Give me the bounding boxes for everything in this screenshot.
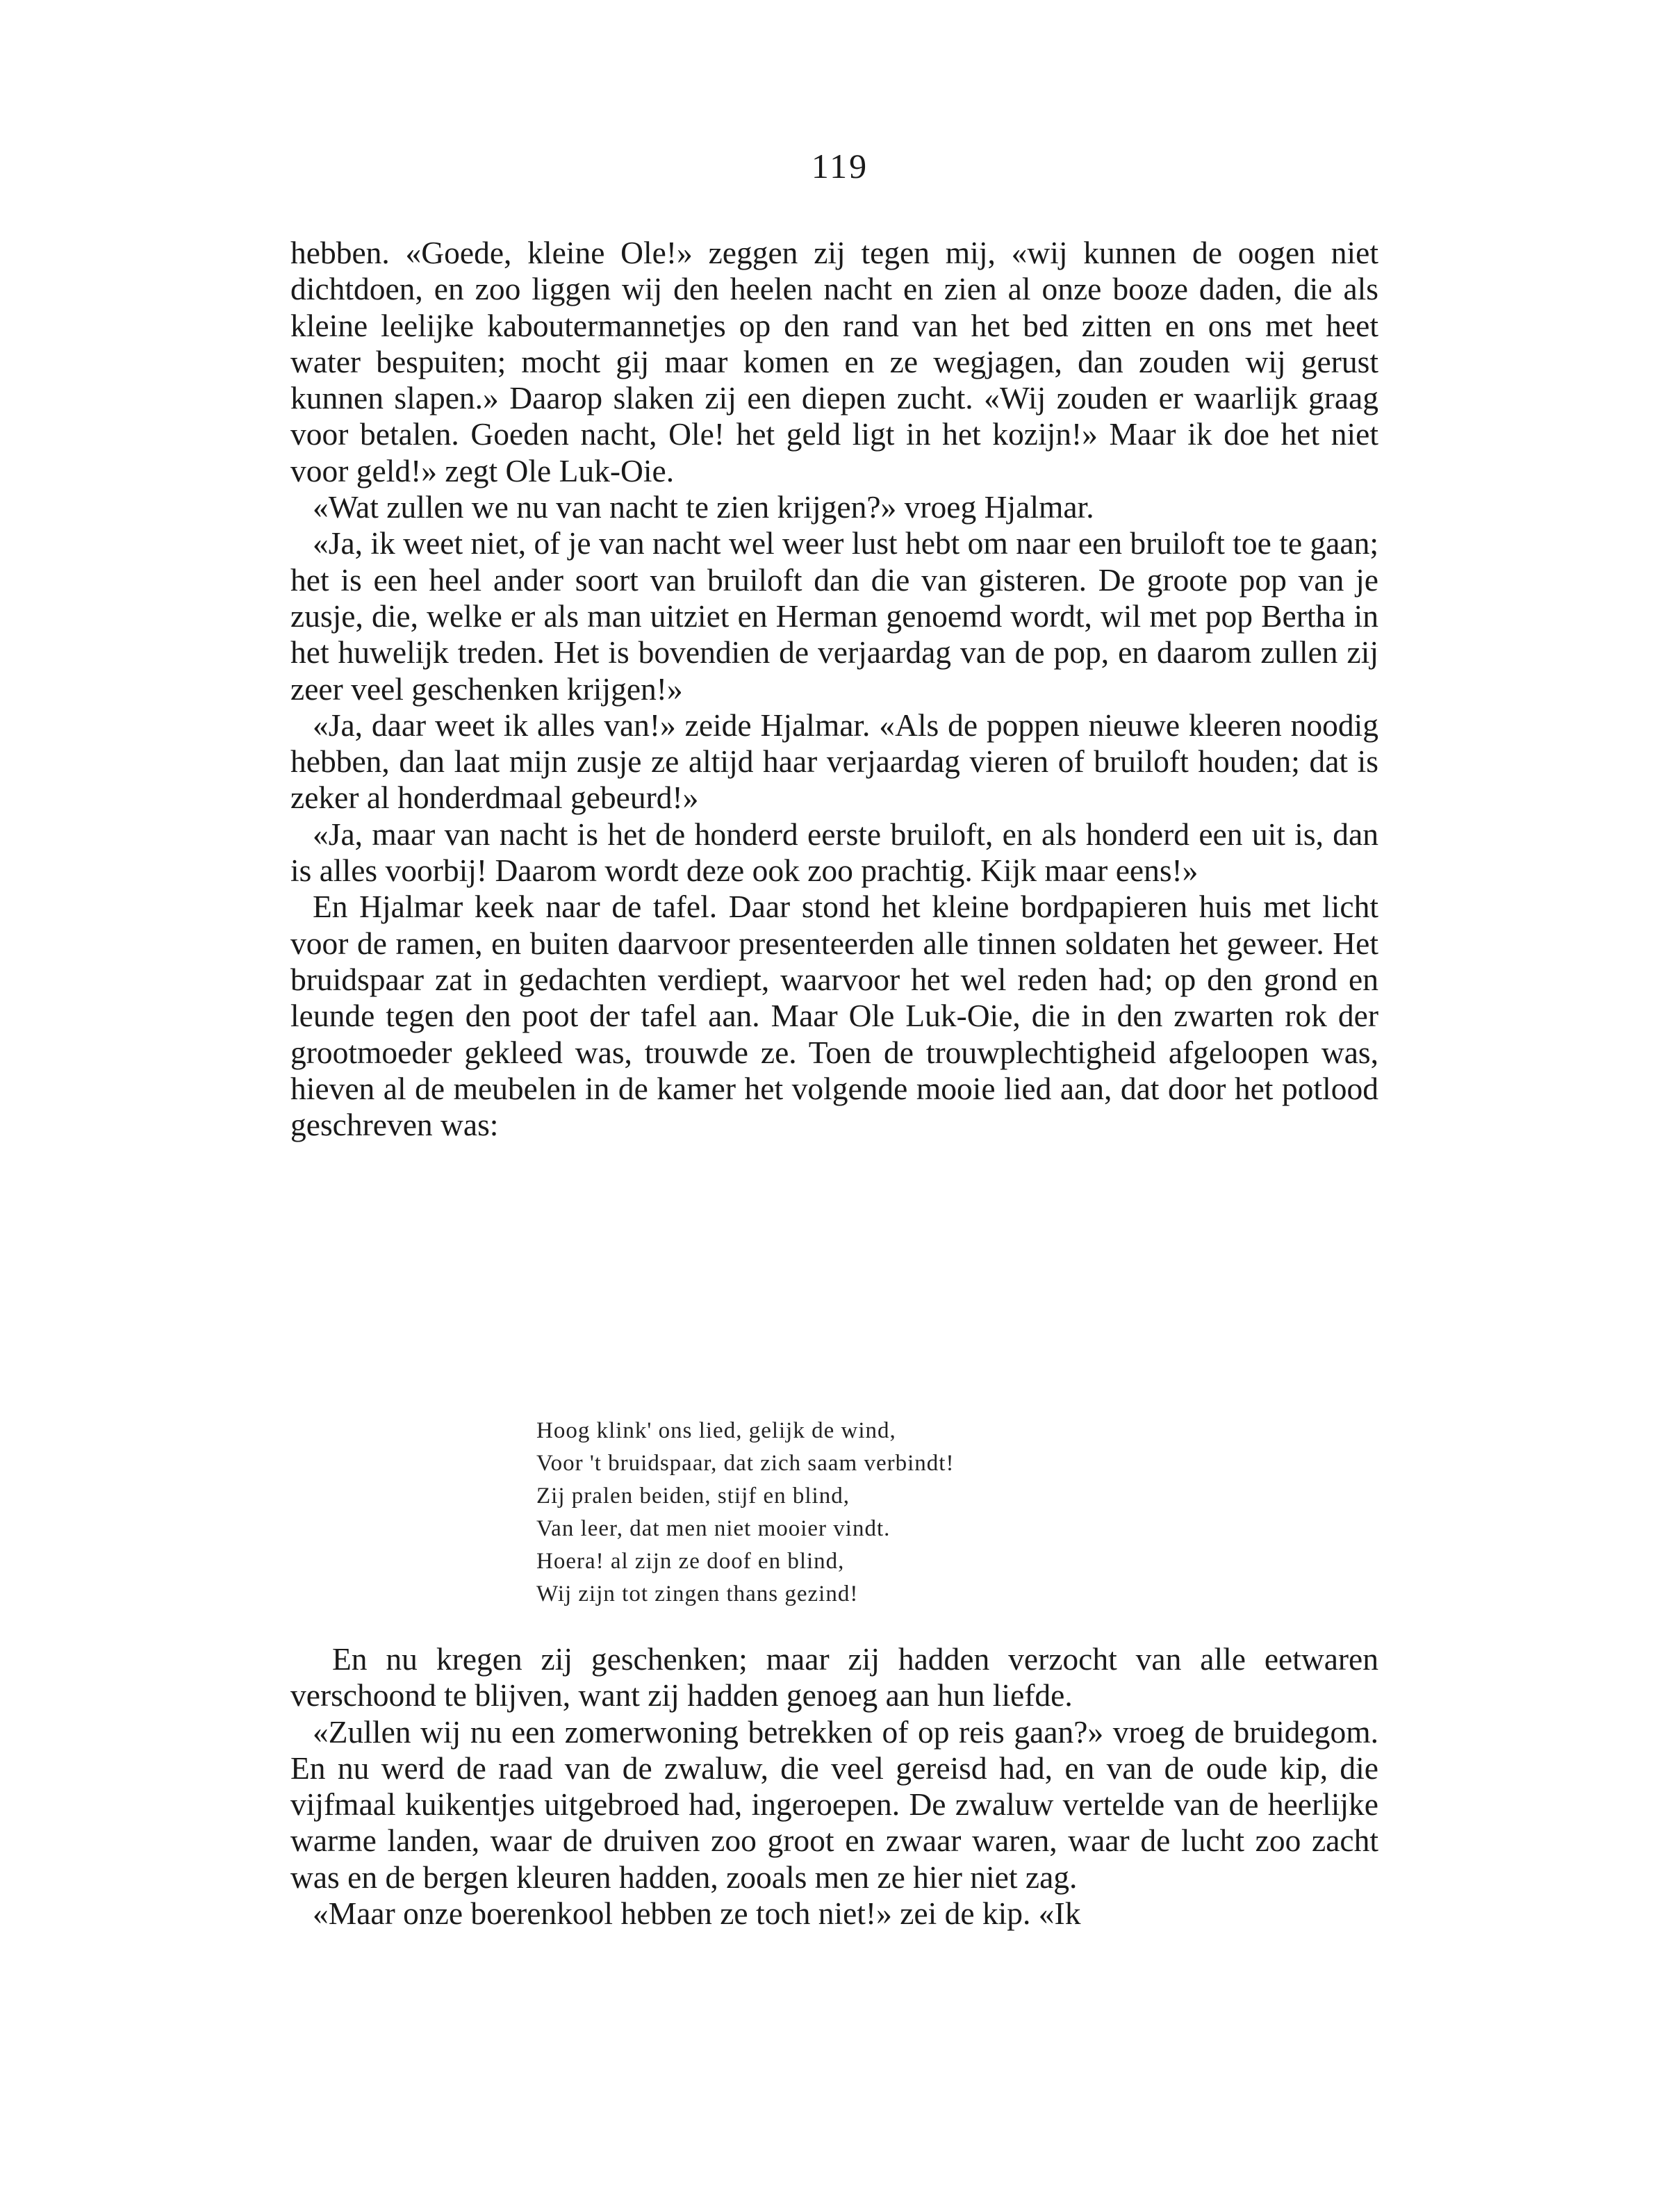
- paragraph: hebben. «Goede, kleine Ole!» zeggen zij tegen mij, «wij kunnen de oogen niet dichtdoen, en zoo liggen wij den heelen nacht en zien al onze booze daden, die als kleine leelijke kaboutermannetjes op den rand van het bed zitten en ons met heet water bespuiten; mocht gij maar komen en ze wegjagen, dan zouden wij gerust kunnen slapen.» Daarop slaken zij een diepen zucht. «Wij zouden er waarlijk graag voor betalen. Goeden nacht, Ole! het geld ligt in het kozijn!» Maar ik doe het niet voor geld!» zegt Ole Luk-Oie.: [290, 235, 1378, 488]
- poem-line: Voor 't bruidspaar, dat zich saam verbindt!: [536, 1451, 955, 1476]
- poem: [536, 1415, 954, 1611]
- paragraph: «Wat zullen we nu van nacht te zien krijgen?» vroeg Hjalmar.: [313, 489, 1094, 525]
- poem-line: Hoog klink' ons lied, gelijk de wind,: [536, 1418, 896, 1443]
- paragraph: «Ja, daar weet ik alles van!» zeide Hjalmar. «Als de poppen nieuwe kleeren noodig hebben, dan laat mijn zusje ze altijd haar verjaardag vieren of bruiloft houden; dat is zeker al honderdmaal gebeurd!»: [290, 707, 1378, 816]
- paragraph: «Zullen wij nu een zomerwoning betrekken of op reis gaan?» vroeg de bruidegom. En nu werd de raad van de zwaluw, die veel gereisd had, en van de oude kip, die vijfmaal kuikentjes uitgebroed had, ingeroepen. De zwaluw vertelde van de heerlijke warme landen, waar de druiven zoo groot en zwaar waren, waar de lucht zoo zacht was en de bergen kleuren hadden, zooals men ze hier niet zag.: [290, 1713, 1378, 1895]
- paragraph: «Maar onze boerenkool hebben ze toch niet!» zei de kip. «Ik: [313, 1896, 1081, 1932]
- paragraph: «Ja, maar van nacht is het de honderd eerste bruiloft, en als honderd een uit is, dan is alles voorbij! Daarom wordt deze ook zoo prachtig. Kijk maar eens!»: [290, 816, 1378, 889]
- poem-line: Hoera! al zijn ze doof en blind,: [536, 1549, 845, 1574]
- poem-line: Zij pralen beiden, stijf en blind,: [536, 1483, 850, 1508]
- body-text-bottom: [290, 1641, 1378, 1932]
- poem-line: Van leer, dat men niet mooier vindt.: [536, 1516, 891, 1541]
- paragraph: En nu kregen zij geschenken; maar zij hadden verzocht van alle eetwaren verschoond te blijven, want zij hadden genoeg aan hun liefde.: [290, 1641, 1378, 1713]
- paragraph: «Ja, ik weet niet, of je van nacht wel weer lust hebt om naar een bruiloft toe te gaan; het is een heel ander soort van bruiloft dan die van gisteren. De groote pop van je zusje, die, welke er als man uitziet en Herman genoemd wordt, wil met pop Bertha in het huwelijk treden. Het is bovendien de verjaardag van de pop, en daarom zullen zij zeer veel geschenken krijgen!»: [290, 525, 1378, 707]
- paragraph: En Hjalmar keek naar de tafel. Daar stond het kleine bordpapieren huis met licht voor de ramen, en buiten daarvoor presenteerden alle tinnen soldaten het geweer. Het bruidspaar zat in gedachten verdiept, waarvoor het wel reden had; op den grond en leunde tegen den poot der tafel aan. Maar Ole Luk-Oie, die in den zwarten rok der grootmoeder gekleed was, trouwde ze. Toen de trouwplechtigheid afgeloopen was, hieven al de meubelen in de kamer het volgende mooie lied aan, dat door het potlood geschreven was:: [290, 889, 1378, 1143]
- page-number: 119: [811, 147, 869, 186]
- poem-line: Wij zijn tot zingen thans gezind!: [536, 1581, 859, 1606]
- body-text-top: [290, 235, 1378, 1143]
